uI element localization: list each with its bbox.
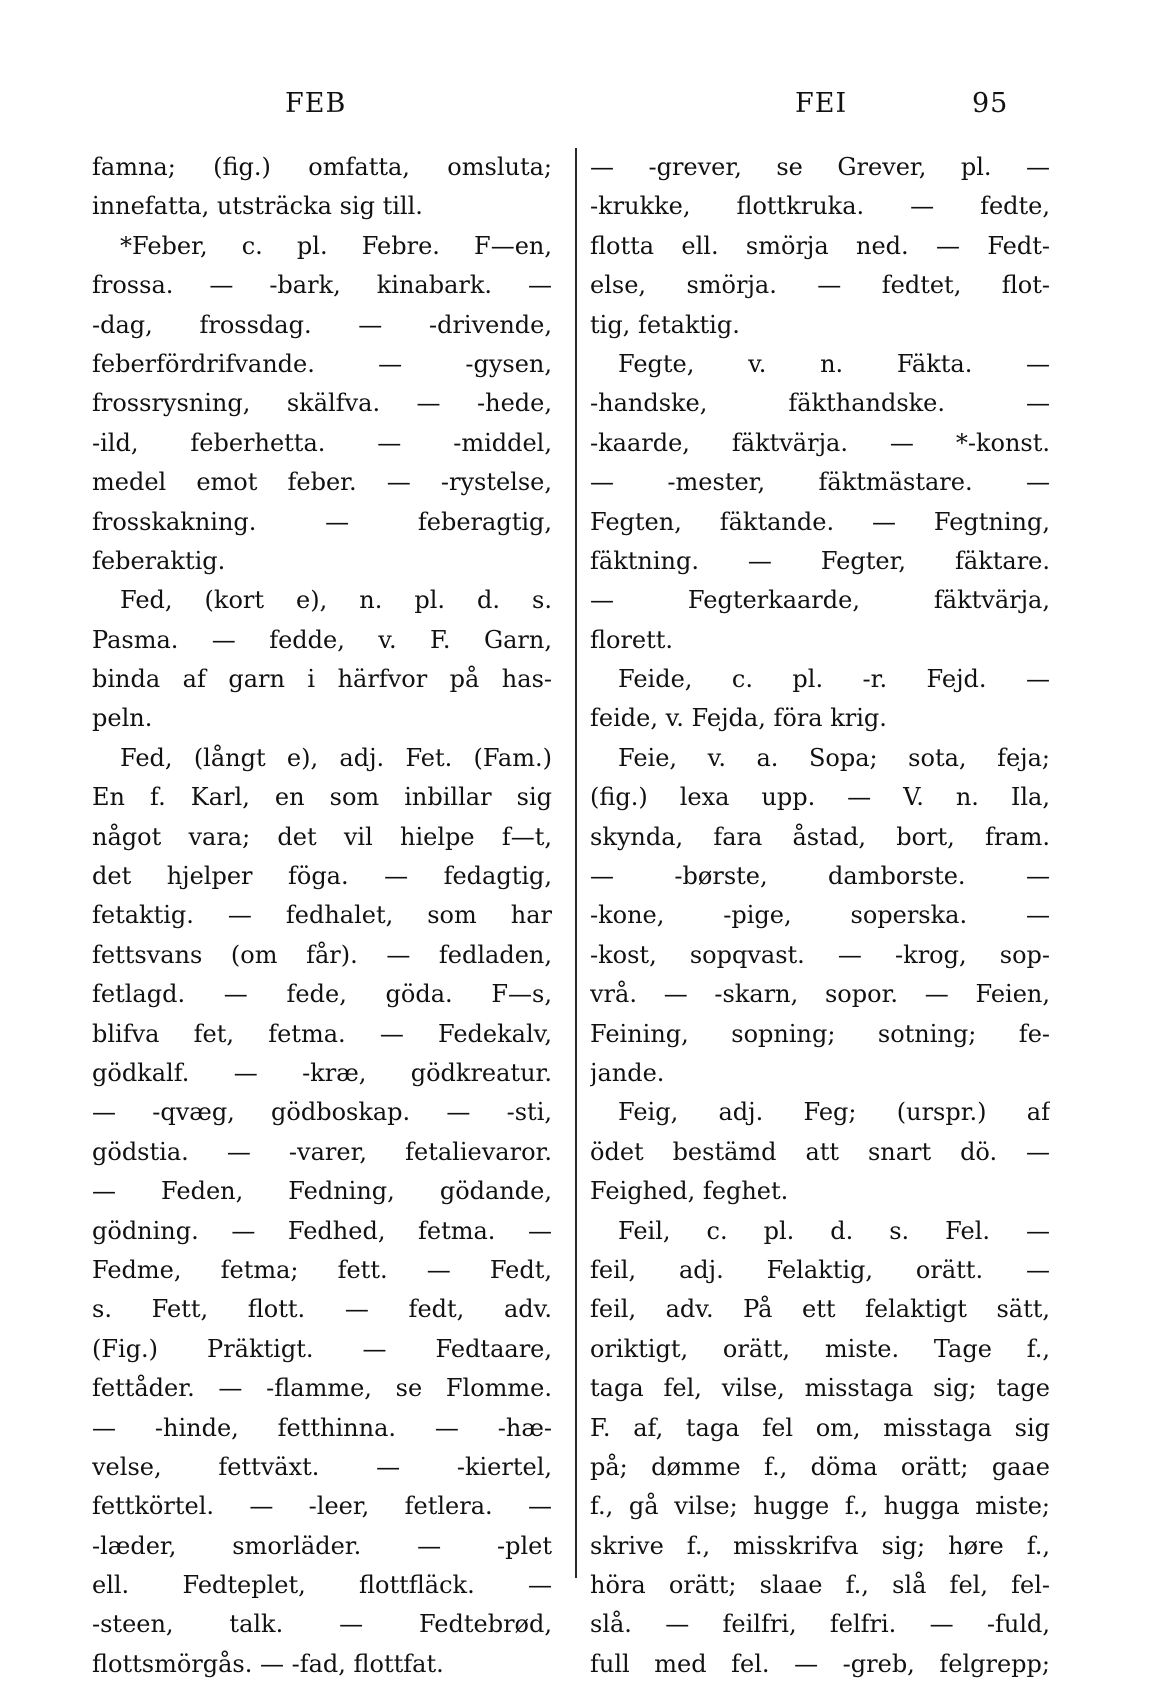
left-column-line: innefatta, utsträcka sig till. xyxy=(92,192,423,221)
right-column-line: else, smörja. — fedtet, flot- xyxy=(590,271,1050,300)
right-column-line: flotta ell. smörja ned. — Fedt- xyxy=(590,231,1050,260)
right-column-line: skynda, fara åstad, bort, fram. xyxy=(590,822,1050,851)
page-number: 95 xyxy=(972,88,1009,119)
right-column-line: taga fel, vilse, misstaga sig; tage xyxy=(590,1374,1050,1403)
right-column-line: -kone, -pige, soperska. — xyxy=(590,901,1050,930)
left-column-line: — -qvæg, gödboskap. — -sti, xyxy=(92,1098,552,1127)
right-column-line: fäktning. — Fegter, fäktare. xyxy=(590,546,1050,575)
left-column-line: frosskakning. — feberagtig, xyxy=(92,507,552,536)
left-column-line: s. Fett, flott. — fedt, adv. xyxy=(92,1295,552,1324)
column-divider xyxy=(575,148,577,1578)
right-column-line: oriktigt, orätt, miste. Tage f., xyxy=(590,1334,1050,1363)
right-column-line: Fegten, fäktande. — Fegtning, xyxy=(590,507,1050,536)
right-column-line: F. af, taga fel om, misstaga sig xyxy=(590,1413,1050,1442)
left-column-line: -steen, talk. — Fedtebrød, xyxy=(92,1610,552,1639)
right-column-line: feil, adj. Felaktig, orätt. — xyxy=(590,1255,1050,1284)
right-column-line: — -grever, se Grever, pl. — xyxy=(590,153,1050,181)
right-column-line: tig, fetaktig. xyxy=(590,310,740,339)
left-column-line: blifva fet, fetma. — Fedekalv, xyxy=(92,1019,552,1048)
left-column-line: *Feber, c. pl. Febre. F—en, xyxy=(120,231,552,260)
right-column-line: f., gå vilse; hugge f., hugga miste; xyxy=(590,1492,1050,1521)
left-column-line: fettsvans (om får). — fedladen, xyxy=(92,940,552,969)
right-column-line: ödet bestämd att snart dö. — xyxy=(590,1137,1050,1166)
right-column-line: Fegte, v. n. Fäkta. — xyxy=(618,349,1050,378)
left-column-line: fetlagd. — fede, göda. F—s, xyxy=(92,980,552,1009)
left-column-line: flottsmörgås. — -fad, flottfat. xyxy=(92,1649,444,1678)
left-column-line: fetaktig. — fedhalet, som har xyxy=(92,901,552,930)
right-column-line: Feide, c. pl. -r. Fejd. — xyxy=(618,665,1050,694)
left-column-line: Fedme, fetma; fett. — Fedt, xyxy=(92,1255,552,1284)
left-column-line: Fed, (långt e), adj. Fet. (Fam.) xyxy=(120,743,552,772)
page-header xyxy=(0,88,1152,128)
right-guide-word: FEI xyxy=(795,88,848,119)
left-column-line: — -hinde, fetthinna. — -hæ- xyxy=(92,1413,552,1442)
left-column-line: — Feden, Fedning, gödande, xyxy=(92,1177,552,1206)
right-column-line: höra orätt; slaae f., slå fel, fel- xyxy=(590,1571,1050,1600)
left-column-line: fettåder. — -flamme, se Flomme. xyxy=(92,1374,552,1403)
left-column-line: det hjelper föga. — fedagtig, xyxy=(92,862,552,891)
left-column-line: peln. xyxy=(92,704,153,733)
right-column-line: på; dømme f., döma orätt; gaae xyxy=(590,1452,1050,1481)
right-column-line: — Fegterkaarde, fäktvärja, xyxy=(590,586,1050,615)
right-column-line: -handske, fäkthandske. — xyxy=(590,389,1050,418)
right-column-line: Feig, adj. Feg; (urspr.) af xyxy=(618,1098,1050,1127)
left-column-line: gödkalf. — -kræ, gödkreatur. xyxy=(92,1058,552,1087)
left-column-line: gödning. — Fedhed, fetma. — xyxy=(92,1216,552,1245)
right-column-line: — -mester, fäktmästare. — xyxy=(590,468,1050,497)
right-column-line: Feil, c. pl. d. s. Fel. — xyxy=(618,1216,1050,1245)
right-column-line: vrå. — -skarn, sopor. — Feien, xyxy=(590,980,1050,1009)
right-column-line: (fig.) lexa upp. — V. n. Ila, xyxy=(590,783,1050,812)
right-column-line: skrive f., misskrifva sig; høre f., xyxy=(590,1531,1050,1560)
left-column-line: -læder, smorläder. — -plet xyxy=(92,1531,552,1560)
right-column-line: — -børste, damborste. — xyxy=(590,862,1050,891)
left-column-line: fettkörtel. — -leer, fetlera. — xyxy=(92,1492,552,1521)
left-column-line: ell. Fedteplet, flottfläck. — xyxy=(92,1571,552,1600)
right-column-line: full med fel. — -greb, felgrepp; xyxy=(590,1649,1050,1678)
right-column-line: -krukke, flottkruka. — fedte, xyxy=(590,192,1050,221)
right-column-line: jande. xyxy=(590,1058,665,1087)
left-column-line: binda af garn i härfvor på has- xyxy=(92,665,552,694)
left-column-line: något vara; det vil hielpe f—t, xyxy=(92,822,552,851)
left-column-line: gödstia. — -varer, fetalievaror. xyxy=(92,1137,552,1166)
left-column-line: feberfördrifvande. — -gysen, xyxy=(92,349,552,378)
right-column-line: feil, adv. På ett felaktigt sätt, xyxy=(590,1295,1050,1324)
right-column-line: Feighed, feghet. xyxy=(590,1177,789,1206)
left-column-line: En f. Karl, en som inbillar sig xyxy=(92,783,552,812)
left-column-line: famna; (fig.) omfatta, omsluta; xyxy=(92,153,552,181)
left-guide-word: FEB xyxy=(285,88,347,119)
left-column-line: -dag, frossdag. — -drivende, xyxy=(92,310,552,339)
right-column-line: slå. — feilfri, felfri. — -fuld, xyxy=(590,1610,1050,1639)
right-column-line: Feining, sopning; sotning; fe- xyxy=(590,1019,1050,1048)
right-column-line: feide, v. Fejda, föra krig. xyxy=(590,704,887,733)
left-column-line: medel emot feber. — -rystelse, xyxy=(92,468,552,497)
right-column-line: -kost, sopqvast. — -krog, sop- xyxy=(590,940,1050,969)
left-column-line: (Fig.) Präktigt. — Fedtaare, xyxy=(92,1334,552,1363)
left-column-line: frossrysning, skälfva. — -hede, xyxy=(92,389,552,418)
left-column-line: -ild, feberhetta. — -middel, xyxy=(92,428,552,457)
left-column-line: frossa. — -bark, kinabark. — xyxy=(92,271,552,300)
left-column xyxy=(92,148,552,1684)
right-column xyxy=(590,148,1050,1684)
right-column-line: Feie, v. a. Sopa; sota, feja; xyxy=(618,743,1050,772)
left-column-line: Fed, (kort e), n. pl. d. s. xyxy=(120,586,552,615)
left-column-line: velse, fettväxt. — -kiertel, xyxy=(92,1452,552,1481)
right-column-line: -kaarde, fäktvärja. — *-konst. xyxy=(590,428,1050,457)
left-column-line: feberaktig. xyxy=(92,546,226,575)
right-column-line: florett. xyxy=(590,625,674,654)
left-column-line: Pasma. — fedde, v. F. Garn, xyxy=(92,625,552,654)
